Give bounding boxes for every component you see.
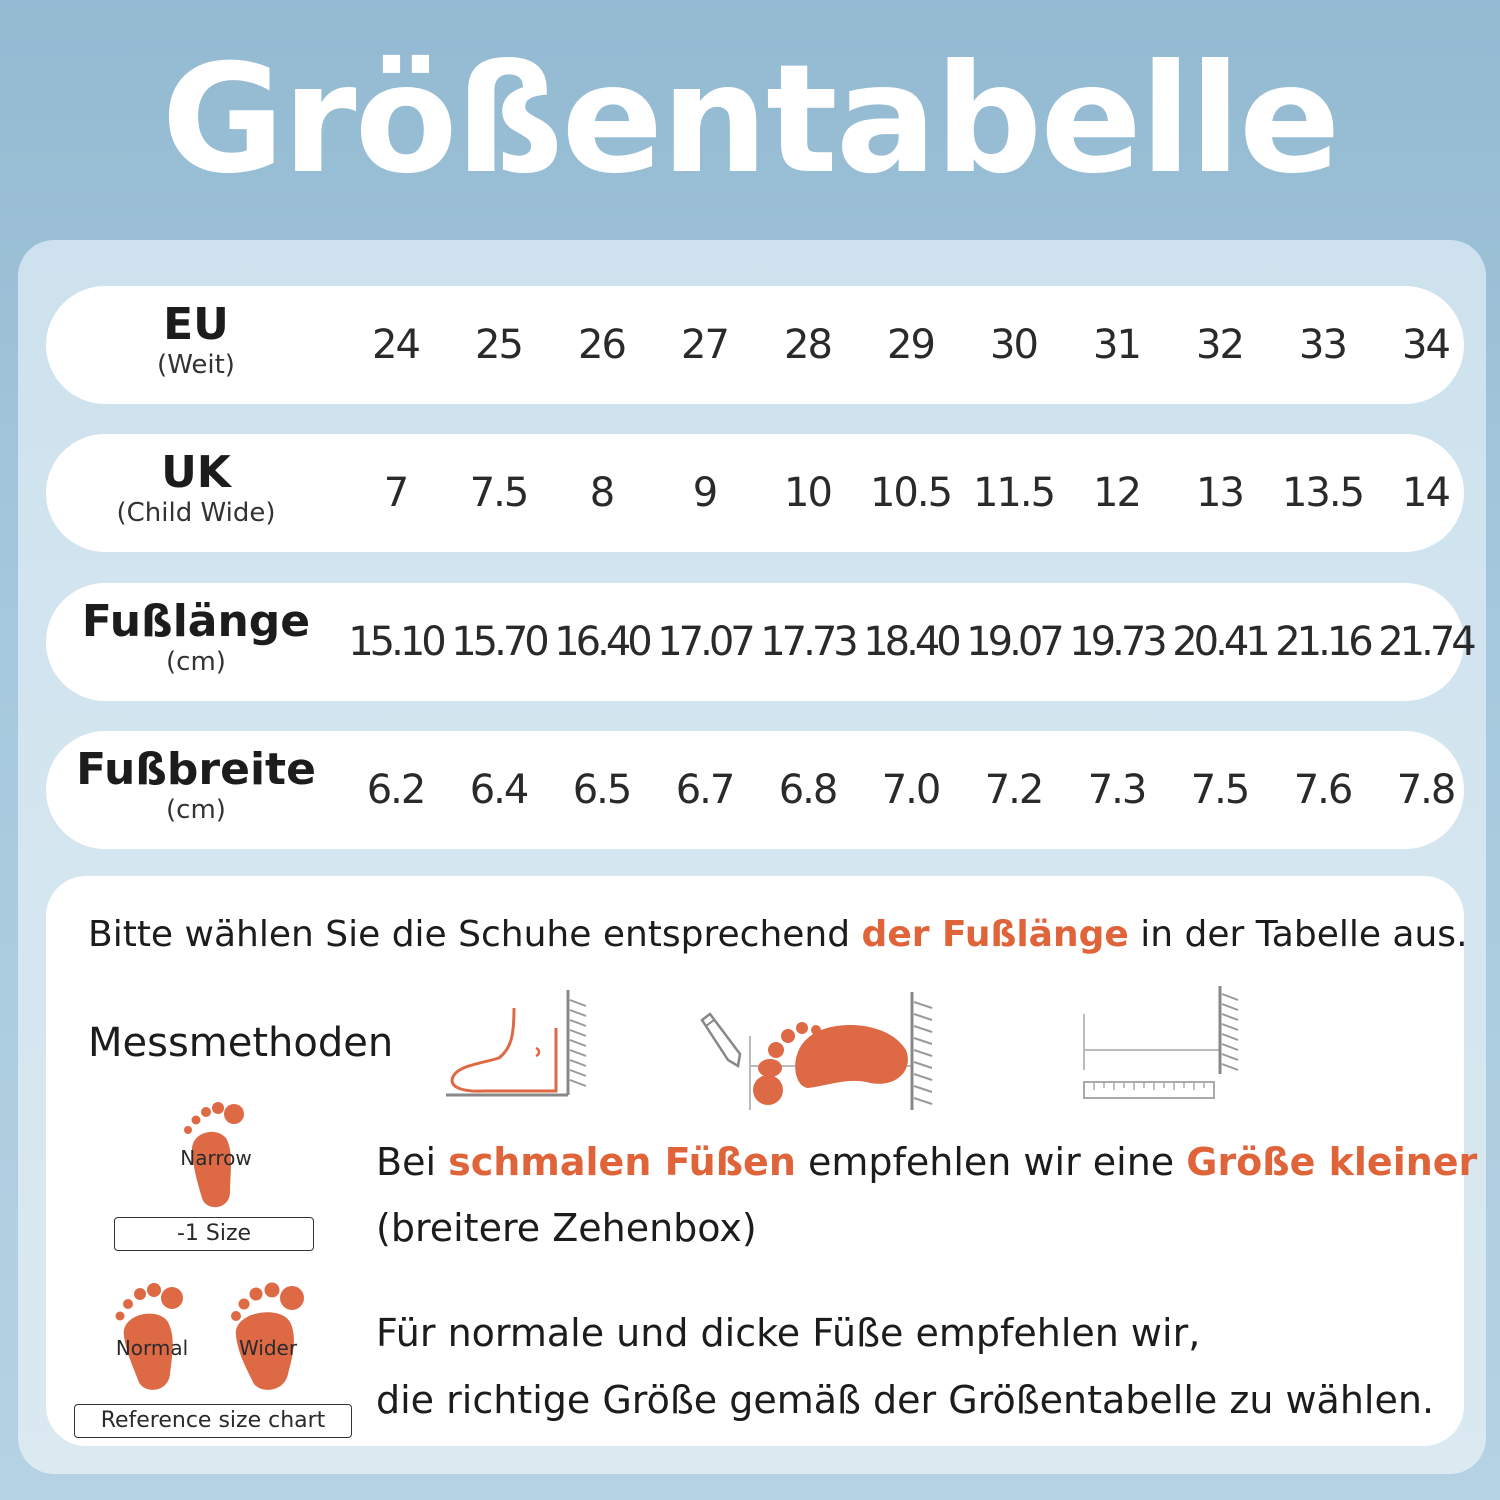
table-cell: 7.8 (1396, 767, 1455, 813)
table-cell: 32 (1196, 322, 1243, 368)
row-subtitle: (Child Wide) (116, 498, 276, 528)
page-title: Größentabelle (161, 33, 1339, 207)
row-eu (46, 286, 1464, 404)
table-cell: 9 (692, 470, 717, 516)
table-cell: 17.73 (760, 619, 855, 665)
narrow-highlight-size: Größe kleiner (1186, 1140, 1478, 1184)
table-cell: 15.10 (348, 619, 443, 665)
table-cell: 14 (1402, 470, 1449, 516)
row-title: EU (163, 299, 229, 350)
instruction-pre: Bitte wählen Sie die Schuhe entsprechend (88, 914, 862, 955)
row-subtitle: (Weit) (157, 350, 235, 380)
row-subtitle: (cm) (166, 795, 226, 825)
table-cell: 13 (1196, 470, 1243, 516)
normal-recommendation-line1: Für normale und dicke Füße empfehlen wir, (376, 1311, 1201, 1355)
row-title: Fußlänge (81, 596, 311, 647)
table-cell: 7.5 (469, 470, 528, 516)
table-cell: 6.4 (469, 767, 528, 813)
row-values (344, 731, 1477, 849)
row-label (46, 745, 346, 825)
table-cell: 28 (784, 322, 831, 368)
instruction-highlight: der Fußlänge (861, 914, 1129, 955)
measure-methods-title: Messmethoden (88, 1020, 394, 1066)
narrow-recommendation (376, 1129, 1477, 1195)
table-cell: 31 (1093, 322, 1140, 368)
table-cell: 10.5 (869, 470, 952, 516)
table-cell: 6.7 (675, 767, 734, 813)
table-cell: 6.5 (572, 767, 631, 813)
table-cell: 21.74 (1378, 619, 1473, 665)
table-cell: 24 (372, 322, 419, 368)
row-foot-width (46, 731, 1464, 849)
table-cell: 26 (578, 322, 625, 368)
normal-foot-label: Normal (115, 1336, 189, 1360)
table-cell: 7 (383, 470, 408, 516)
table-cell: 33 (1299, 322, 1346, 368)
narrow-size-box: -1 Size (114, 1217, 314, 1251)
table-cell: 20.41 (1172, 619, 1267, 665)
table-cell: 18.40 (863, 619, 958, 665)
table-cell: 19.07 (966, 619, 1061, 665)
row-uk (46, 434, 1464, 552)
table-cell: 7.5 (1190, 767, 1249, 813)
normal-recommendation-line2: die richtige Größe gemäß der Größentabelle zu wählen. (376, 1378, 1435, 1422)
row-label (46, 597, 346, 677)
table-cell: 7.0 (881, 767, 940, 813)
table-cell: 15.70 (451, 619, 546, 665)
wider-foot-label: Wider (238, 1336, 298, 1360)
table-cell: 6.8 (778, 767, 837, 813)
table-cell: 17.07 (657, 619, 752, 665)
narrow-highlight-feet: schmalen Füßen (448, 1140, 796, 1184)
ruler-wall-icon (1080, 984, 1250, 1108)
instruction-post: in der Tabelle aus. (1128, 914, 1468, 955)
row-title: UK (161, 447, 231, 498)
info-panel (46, 876, 1478, 1446)
narrow-foot-label: Narrow (180, 1146, 252, 1170)
foot-side-wall-icon (444, 988, 594, 1098)
instruction-text (88, 914, 1468, 955)
row-title: Fußbreite (76, 744, 316, 795)
table-cell: 7.3 (1087, 767, 1146, 813)
table-cell: 29 (887, 322, 934, 368)
table-cell: 13.5 (1281, 470, 1364, 516)
table-cell: 8 (589, 470, 614, 516)
reference-size-chart-box: Reference size chart (74, 1404, 352, 1438)
row-foot-length (46, 583, 1473, 701)
table-cell: 12 (1093, 470, 1140, 516)
table-cell: 19.73 (1069, 619, 1164, 665)
table-cell: 7.6 (1293, 767, 1352, 813)
table-cell: 16.40 (554, 619, 649, 665)
table-cell: 7.2 (984, 767, 1043, 813)
row-subtitle: (cm) (166, 647, 226, 677)
row-values (344, 583, 1477, 701)
narrow-recommendation-line2: (breitere Zehenbox) (376, 1206, 757, 1250)
table-cell: 27 (681, 322, 728, 368)
row-values (344, 286, 1477, 404)
table-cell: 6.2 (366, 767, 425, 813)
row-label (46, 300, 346, 380)
table-cell: 21.16 (1275, 619, 1370, 665)
narrow-line1-pre: Bei (376, 1140, 449, 1184)
row-label (46, 448, 346, 528)
table-cell: 25 (475, 322, 522, 368)
footprint-trace-icon (746, 990, 946, 1114)
row-values (344, 434, 1477, 552)
narrow-line1-mid: empfehlen wir eine (795, 1140, 1187, 1184)
table-cell: 10 (784, 470, 831, 516)
table-cell: 34 (1402, 322, 1449, 368)
table-cell: 30 (990, 322, 1037, 368)
pencil-icon (696, 1012, 746, 1068)
table-cell: 11.5 (972, 470, 1055, 516)
